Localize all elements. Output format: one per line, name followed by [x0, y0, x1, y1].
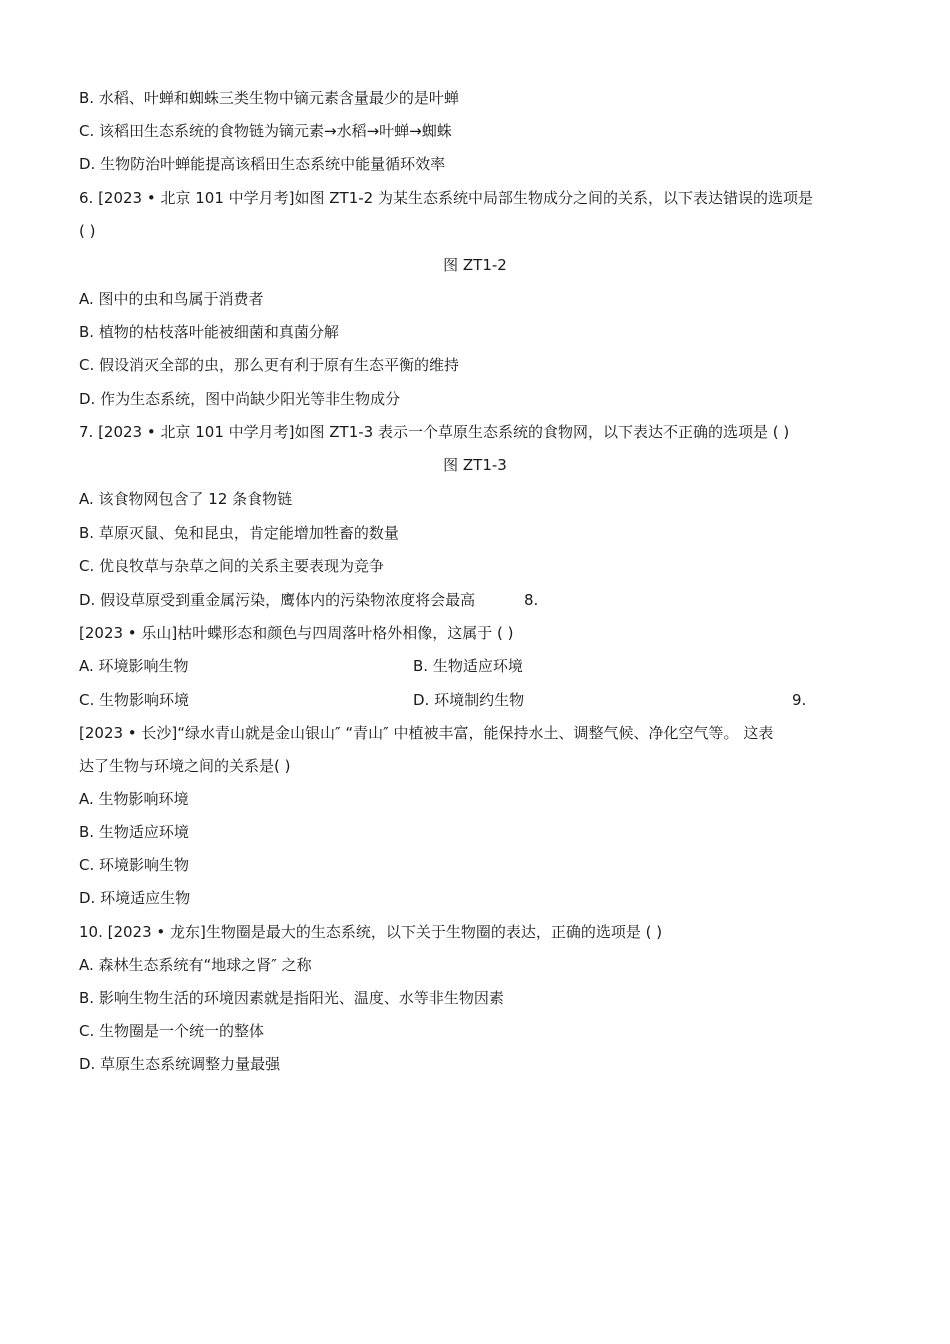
q10-option-d: D. 草原生态系统调整力量最强: [79, 1055, 281, 1073]
q10-stem: 10. [2023 • 龙东]生物圈是最大的生态系统，以下关于生物圈的表达，正确的选项是 ( ): [79, 923, 663, 941]
q7-figure-caption: 图 ZT1-3: [443, 456, 507, 474]
q7-option-c: C. 优良牧草与杂草之间的关系主要表现为竞争: [79, 557, 385, 575]
q6-stem-line-1: 6. [2023 • 北京 101 中学月考]如图 ZT1-2 为某生态系统中局部生物成分之间的关系，以下表达错误的选项是: [79, 189, 813, 207]
q9-option-a: A. 生物影响环境: [79, 790, 189, 808]
q9-option-d: D. 环境适应生物: [79, 889, 191, 907]
q9-stem-line-2: 达了生物与环境之间的关系是( ): [79, 757, 291, 775]
q7-stem: 7. [2023 • 北京 101 中学月考]如图 ZT1-3 表示一个草原生态系统的食物网，以下表达不正确的选项是 ( ): [79, 423, 790, 441]
q8-option-a: A. 环境影响生物: [79, 657, 189, 675]
q9-number: 9.: [792, 691, 807, 709]
q9-stem-line-1: [2023 • 长沙]“绿水青山就是金山银山″ “青山″ 中植被丰富，能保持水土、调整气候、净化空气等。 这表: [79, 724, 774, 742]
q10-option-b: B. 影响生物生活的环境因素就是指阳光、温度、水等非生物因素: [79, 989, 504, 1007]
q6-figure-caption: 图 ZT1-2: [443, 256, 507, 274]
q6-stem-line-2: ( ): [79, 222, 96, 240]
q9-option-c: C. 环境影响生物: [79, 856, 190, 874]
q9-option-b: B. 生物适应环境: [79, 823, 189, 841]
q8-option-c: C. 生物影响环境: [79, 691, 190, 709]
q10-option-c: C. 生物圈是一个统一的整体: [79, 1022, 265, 1040]
q6-option-d: D. 作为生态系统，图中尚缺少阳光等非生物成分: [79, 390, 401, 408]
q8-stem: [2023 • 乐山]枯叶蝶形态和颜色与四周落叶格外相像，这属于 ( ): [79, 624, 514, 642]
q7-option-a: A. 该食物网包含了 12 条食物链: [79, 490, 293, 508]
q5-option-d: D. 生物防治叶蝉能提高该稻田生态系统中能量循环效率: [79, 155, 446, 173]
q8-option-d: D. 环境制约生物: [413, 691, 525, 709]
q6-option-c: C. 假设消灭全部的虫，那么更有利于原有生态平衡的维持: [79, 356, 460, 374]
q5-option-c: C. 该稻田生态系统的食物链为镝元素→水稻→叶蝉→蜘蛛: [79, 122, 452, 140]
q7-option-d: D. 假设草原受到重金属污染，鹰体内的污染物浓度将会最高: [79, 591, 476, 609]
q6-option-b: B. 植物的枯枝落叶能被细菌和真菌分解: [79, 323, 339, 341]
q10-option-a: A. 森林生态系统有“地球之肾″ 之称: [79, 956, 312, 974]
q8-option-b: B. 生物适应环境: [413, 657, 523, 675]
q7-option-b: B. 草原灭鼠、兔和昆虫，肯定能增加牲畜的数量: [79, 524, 399, 542]
q6-option-a: A. 图中的虫和鸟属于消费者: [79, 290, 264, 308]
q8-number: 8.: [524, 591, 539, 609]
q5-option-b: B. 水稻、叶蝉和蜘蛛三类生物中镝元素含量最少的是叶蝉: [79, 89, 459, 107]
